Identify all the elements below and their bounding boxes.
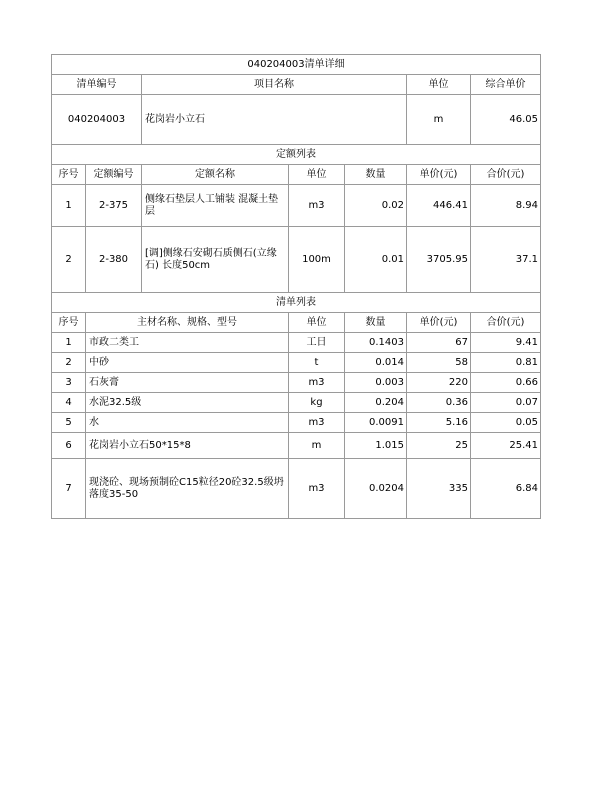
header-price-label: 综合单价 [470, 74, 541, 95]
quota-name: 侧缘石垫层人工铺装 混凝土垫层 [141, 184, 289, 227]
material-header: 单价(元) [406, 312, 471, 333]
material-total: 9.41 [470, 332, 541, 353]
material-total: 0.07 [470, 392, 541, 413]
material-price: 25 [406, 432, 471, 459]
quota-price: 446.41 [406, 184, 471, 227]
material-seq: 6 [51, 432, 86, 459]
material-header: 序号 [51, 312, 86, 333]
quota-total: 37.1 [470, 226, 541, 293]
header-code-label: 清单编号 [51, 74, 142, 95]
material-section-title: 清单列表 [51, 292, 541, 313]
quota-qty: 0.01 [344, 226, 407, 293]
quota-unit: 100m [288, 226, 345, 293]
quota-seq: 1 [51, 184, 86, 227]
quota-total: 8.94 [470, 184, 541, 227]
quota-section-title: 定额列表 [51, 144, 541, 165]
material-total: 0.66 [470, 372, 541, 393]
material-unit: t [288, 352, 345, 373]
sheet-title: 040204003清单详细 [51, 54, 541, 75]
quota-header: 数量 [344, 164, 407, 185]
header-name-label: 项目名称 [141, 74, 407, 95]
material-qty: 0.204 [344, 392, 407, 413]
quota-seq: 2 [51, 226, 86, 293]
quota-price: 3705.95 [406, 226, 471, 293]
material-unit: m3 [288, 372, 345, 393]
quota-code: 2-375 [85, 184, 142, 227]
material-unit: m3 [288, 412, 345, 433]
material-seq: 2 [51, 352, 86, 373]
material-seq: 1 [51, 332, 86, 353]
material-total: 6.84 [470, 458, 541, 519]
material-price: 67 [406, 332, 471, 353]
material-total: 25.41 [470, 432, 541, 459]
material-total: 0.05 [470, 412, 541, 433]
material-unit: 工日 [288, 332, 345, 353]
quota-header: 单位 [288, 164, 345, 185]
quota-header: 定额编号 [85, 164, 142, 185]
quota-header: 合价(元) [470, 164, 541, 185]
item-name: 花岗岩小立石 [141, 94, 407, 145]
quota-qty: 0.02 [344, 184, 407, 227]
material-price: 5.16 [406, 412, 471, 433]
material-header: 合价(元) [470, 312, 541, 333]
material-qty: 0.0091 [344, 412, 407, 433]
material-header: 单位 [288, 312, 345, 333]
material-qty: 0.1403 [344, 332, 407, 353]
header-unit-label: 单位 [406, 74, 471, 95]
material-price: 335 [406, 458, 471, 519]
item-code: 040204003 [51, 94, 142, 145]
material-name: 水 [85, 412, 289, 433]
material-name: 市政二类工 [85, 332, 289, 353]
material-seq: 7 [51, 458, 86, 519]
material-name: 石灰膏 [85, 372, 289, 393]
material-seq: 5 [51, 412, 86, 433]
material-qty: 1.015 [344, 432, 407, 459]
material-seq: 4 [51, 392, 86, 413]
material-qty: 0.014 [344, 352, 407, 373]
material-unit: kg [288, 392, 345, 413]
material-qty: 0.003 [344, 372, 407, 393]
item-unit: m [406, 94, 471, 145]
material-name: 花岗岩小立石50*15*8 [85, 432, 289, 459]
material-qty: 0.0204 [344, 458, 407, 519]
quota-code: 2-380 [85, 226, 142, 293]
material-unit: m3 [288, 458, 345, 519]
quota-unit: m3 [288, 184, 345, 227]
quota-name: [调]侧缘石安砌石质侧石(立缘石) 长度50cm [141, 226, 289, 293]
material-name: 现浇砼、现场预制砼C15粒径20砼32.5级坍落度35-50 [85, 458, 289, 519]
quota-header: 定额名称 [141, 164, 289, 185]
quota-header: 单价(元) [406, 164, 471, 185]
material-name: 水泥32.5级 [85, 392, 289, 413]
material-seq: 3 [51, 372, 86, 393]
material-header: 主材名称、规格、型号 [85, 312, 289, 333]
material-name: 中砂 [85, 352, 289, 373]
item-price: 46.05 [470, 94, 541, 145]
material-price: 220 [406, 372, 471, 393]
material-price: 0.36 [406, 392, 471, 413]
material-header: 数量 [344, 312, 407, 333]
material-unit: m [288, 432, 345, 459]
material-price: 58 [406, 352, 471, 373]
material-total: 0.81 [470, 352, 541, 373]
quota-header: 序号 [51, 164, 86, 185]
